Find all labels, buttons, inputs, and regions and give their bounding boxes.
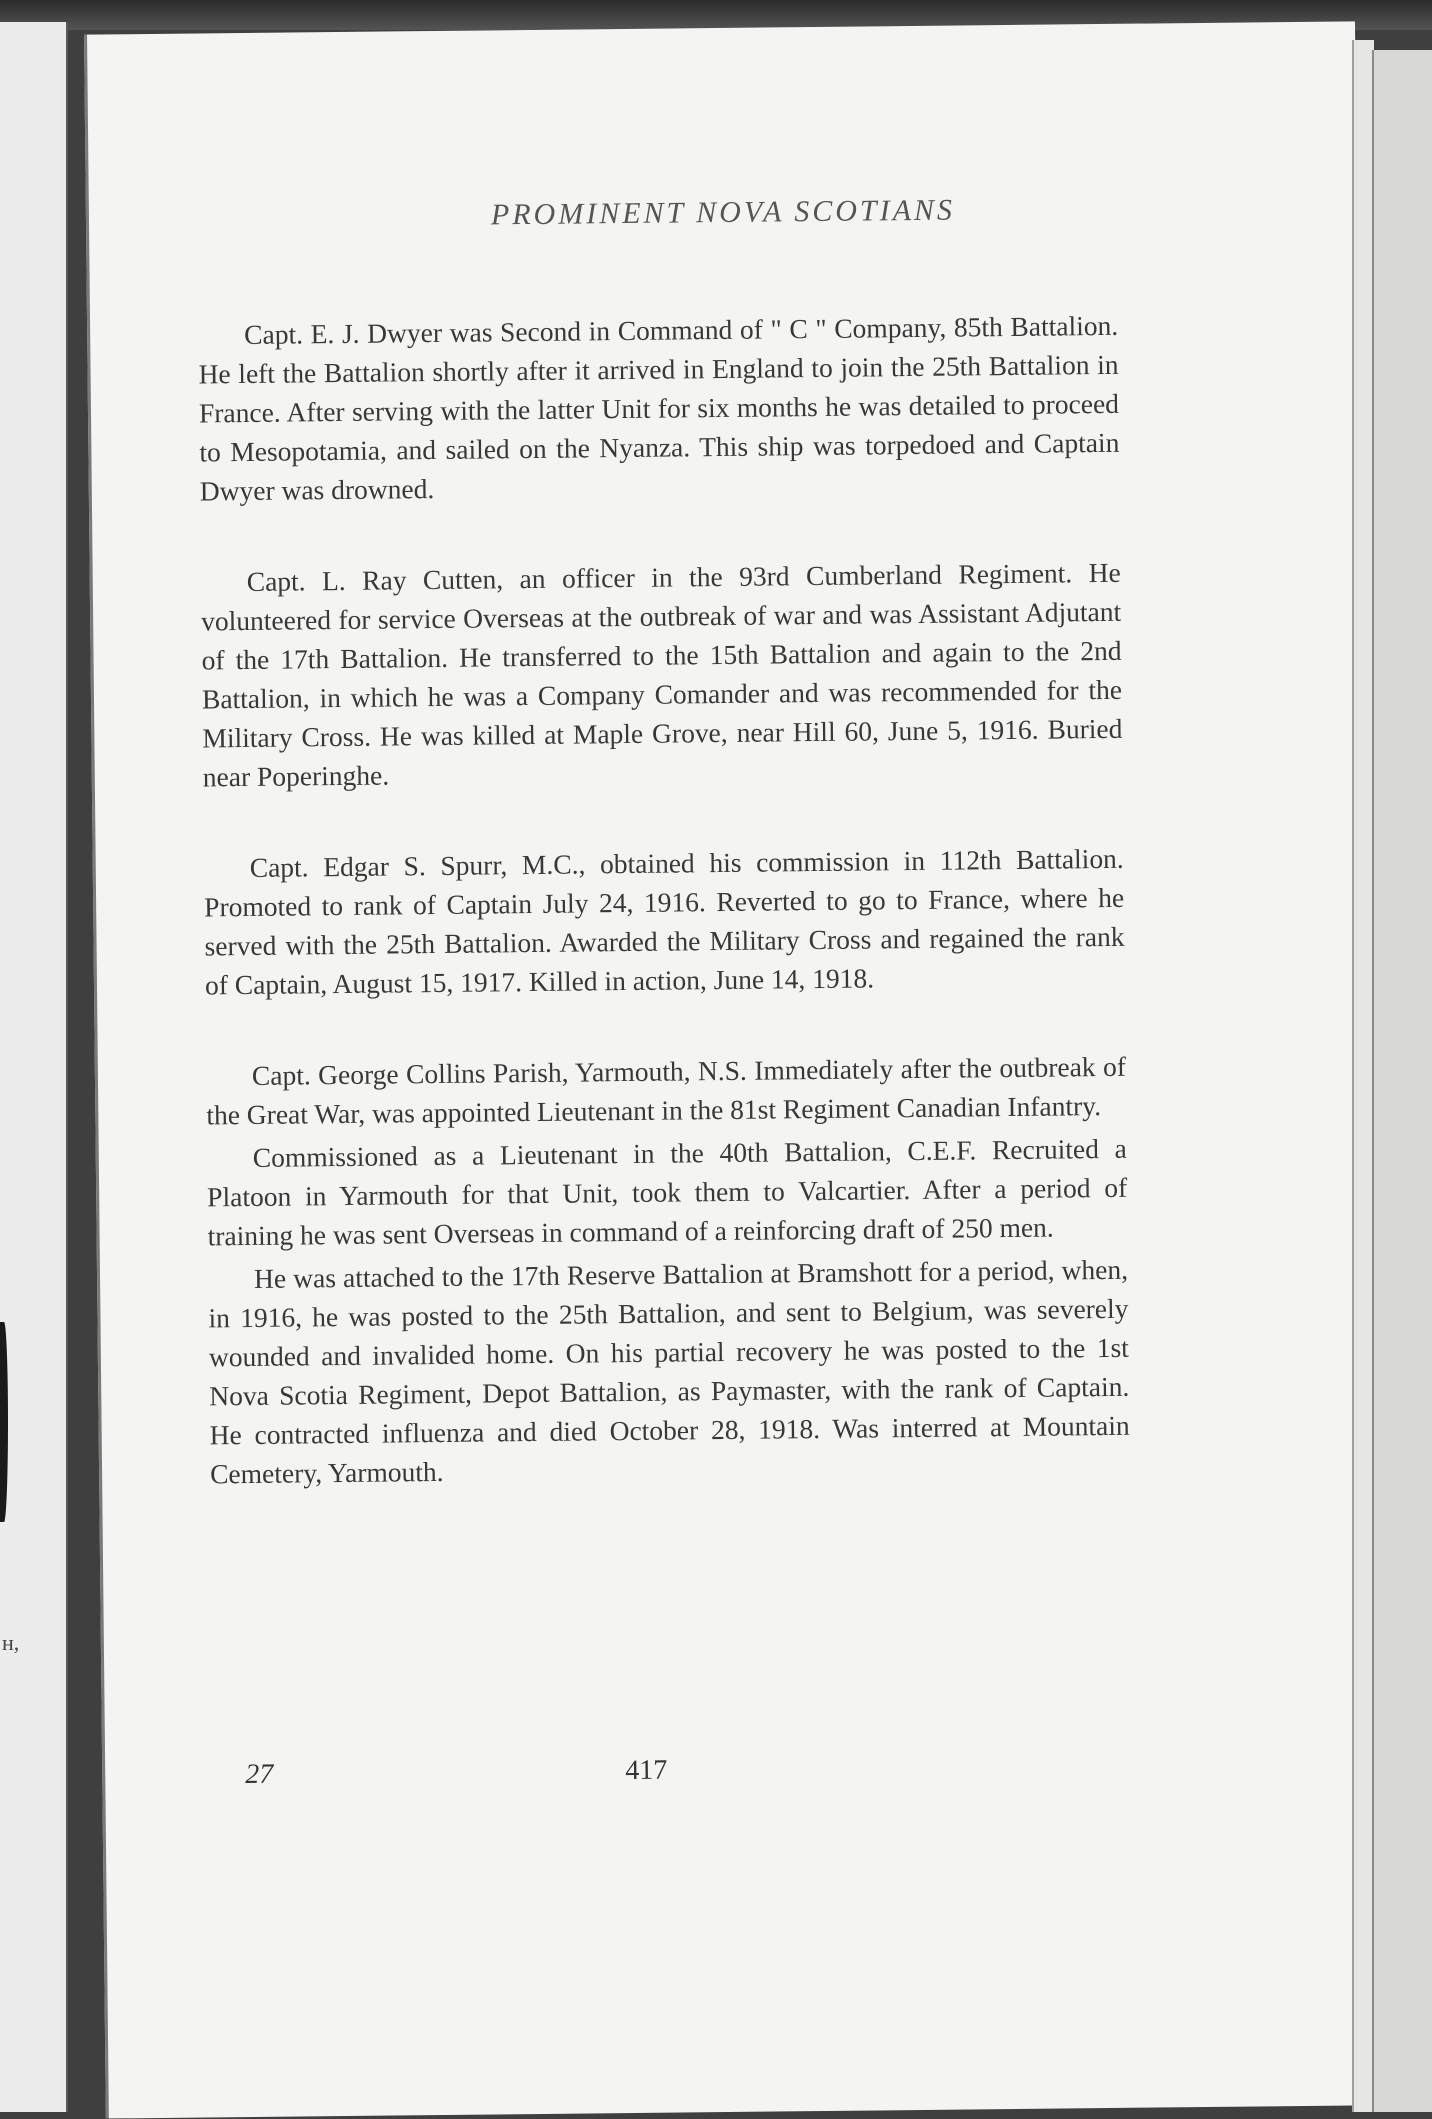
facing-page-edge — [0, 22, 68, 2112]
page-footer — [105, 1747, 1373, 1791]
book-spine-edge — [1372, 50, 1432, 2112]
entry-cutten: Capt. L. Ray Cutten, an officer in the 93rd Cumberland Regiment. He volunteered for service Overseas at the outbreak of war and was Assistant Adjutant of the 17th Battalion. He transferred to the 15th Battalion and again to the 2nd Battalion, in which he was a Company Comander and was recommended for the Military Cross. He was killed at Maple Grove, near Hill 60, June 5, 1916. Buried near Poperinghe. — [201, 556, 1123, 793]
page-number: 417 — [625, 1754, 668, 1787]
entry-dwyer: Capt. E. J. Dwyer was Second in Command of " C " Company, 85th Battalion. He left the Battalion shortly after it arrived in England to join the 25th Battalion in France. After serving with the latter Unit for six months he was detailed to proceed to Mesopotamia, and sailed on the Nyanza. This ship was torpedoed and Captain Dwyer was drowned. — [198, 309, 1120, 507]
page-fore-edge — [1352, 40, 1374, 2112]
book-page — [84, 21, 1377, 2118]
signature-mark: 27 — [245, 1758, 274, 1791]
entry-spurr: Capt. Edgar S. Spurr, M.C., obtained his commission in 112th Battalion. Promoted to rank of Captain July 24, 1916. Reverted to go to France, where he served with the 25th Battalion. Awarded the Military Cross and regained the rank of Captain, August 15, 1917. Killed in action, June 14, 1918. — [204, 842, 1125, 1001]
running-title: PROMINENT NOVA SCOTIANS — [490, 193, 956, 232]
facing-page-text-fragment: н, — [2, 1630, 20, 1655]
entry-parish-intro: Capt. George Collins Parish, Yarmouth, N.S. Immediately after the outbreak of the Great War, was appointed Lieutenant in the 81st Regiment Canadian Infantry. — [206, 1050, 1127, 1131]
entry-parish-commission: Commissioned as a Lieutenant in the 40th Battalion, C.E.F. Recruited a Platoon in Yarmouth for that Unit, took them to Valcartier. After a period of training he was sent Overseas in command of a reinforcing draft of 250 men. — [207, 1132, 1128, 1252]
page-body — [198, 306, 1130, 1494]
entry-parish-service: He was attached to the 17th Reserve Battalion at Bramshott for a period, when, in 1916, he was posted to the 25th Battalion, and sent to Belgium, was severely wounded and invalided home. On his partial recovery he was posted to the 1st Nova Scotia Regiment, Depot Battalion, as Paymaster, with the rank of Captain. He contracted influenza and died October 28, 1918. Was interred at Mountain Cemetery, Yarmouth. — [208, 1253, 1130, 1490]
facing-page-binding-shadow — [0, 1322, 8, 1522]
